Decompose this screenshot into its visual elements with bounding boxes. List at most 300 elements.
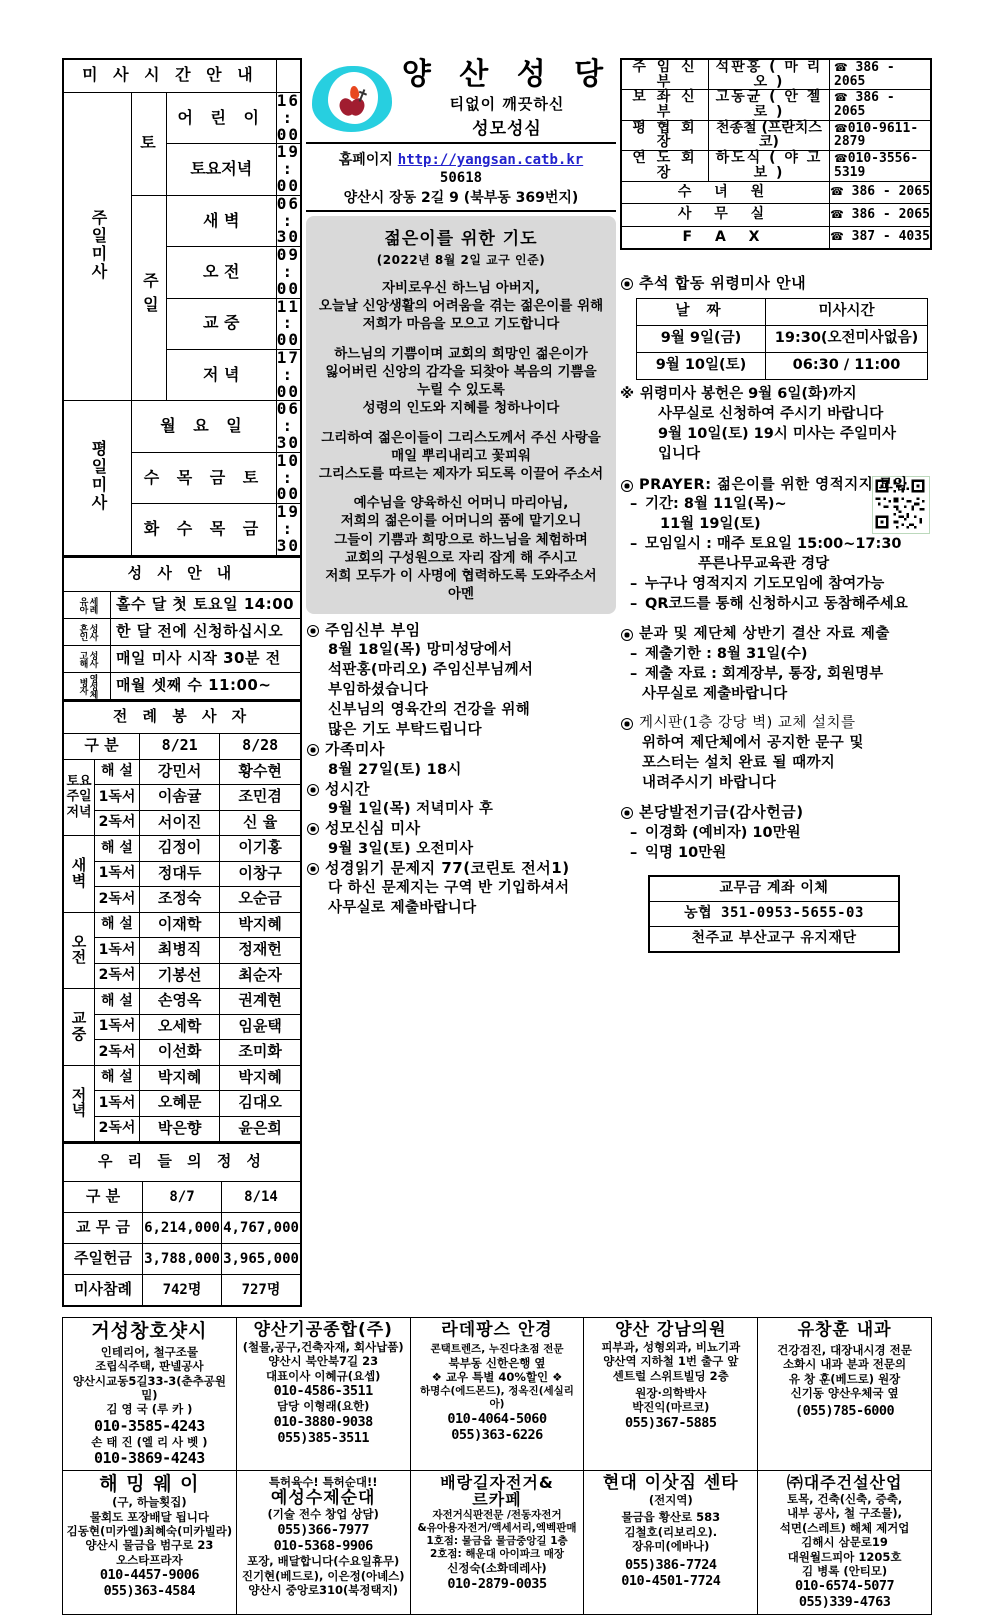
ad-tagline: 특허육수! 특허순대!! <box>268 1475 378 1490</box>
memorial-title: 추석 합동 위령미사 안내 <box>620 274 932 294</box>
mass-times-table <box>62 58 302 557</box>
ad-line: 대표이사 이혜규(요셉) <box>265 1368 381 1383</box>
server-name: 이선화 <box>140 1040 220 1066</box>
ad-line: (구, 하늘횟집) <box>112 1495 187 1510</box>
mass-time: 19 : 00 <box>276 142 300 195</box>
ad-line: 장유미(에바나) <box>632 1539 710 1554</box>
middle-column <box>306 58 616 918</box>
sacrament-label-b: 성사 <box>87 623 98 640</box>
offering-value: 6,214,000 <box>143 1213 222 1244</box>
prayer-line: 그리하여 젊은이들이 그리스도께서 주신 사랑을 <box>321 429 601 446</box>
ad-line: 자전거식판전문 /전동자전거 <box>432 1508 562 1521</box>
sacrament-label-a: 혼인 <box>77 623 88 640</box>
church-subtitle-2: 성모성심 <box>472 119 542 139</box>
prayer-line: 교회의 구성원으로 자리 잡게 해 주시고 <box>344 549 578 566</box>
server-name: 최병직 <box>140 938 220 964</box>
server-name: 신 율 <box>220 810 301 836</box>
contact-role: 주 임 신 부 <box>621 59 709 90</box>
server-role: 해 설 <box>95 1065 140 1091</box>
server-role: 해 설 <box>95 836 140 862</box>
prayer-line: 누릴 수 있도록 <box>417 382 505 399</box>
ad-phone: 010-4586-3511 <box>273 1382 373 1399</box>
group-line: 중 <box>71 1024 87 1043</box>
ads-row <box>63 1471 932 1615</box>
server-role: 1독서 <box>95 861 140 887</box>
server-role: 해 설 <box>95 989 140 1015</box>
ad-phone: 010-4501-7724 <box>621 1572 721 1589</box>
ad-line: 건강검진, 대장내시경 전문 <box>777 1342 912 1357</box>
servers-date-2: 8/28 <box>220 734 301 760</box>
server-role: 해 설 <box>95 912 140 938</box>
contact-phone: ☎ 386 - 2065 <box>830 59 932 90</box>
sacrament-label-b: 영성체 <box>87 673 98 698</box>
contact-role: 평 협 회 장 <box>621 120 709 150</box>
prayer-line: 저희가 마음을 모으고 기도합니다 <box>362 316 560 333</box>
weekday-name: 수 목 금 토 <box>132 452 277 503</box>
saturday-label: 토 <box>132 93 167 196</box>
ad-phone: 010-3869-4243 <box>93 1449 205 1468</box>
servers-banner: 전 례 봉 사 자 <box>63 701 301 734</box>
mass-time: 09 : 00 <box>276 245 300 298</box>
telephone-icon: ☎ <box>834 152 848 166</box>
offering-name: 미사참례 <box>63 1275 143 1307</box>
contacts-table <box>620 58 932 250</box>
announcement-title: 성경읽기 문제지 77(코린토 전서1) <box>306 859 616 879</box>
ad-phone: 010-3585-4243 <box>93 1416 205 1435</box>
server-role: 1독서 <box>95 1014 140 1040</box>
server-role: 2독서 <box>95 963 140 989</box>
servers-date-1: 8/21 <box>140 734 220 760</box>
server-role: 1독서 <box>95 785 140 811</box>
contact-name: 석판홍 ( 마 리 오 ) <box>709 59 830 90</box>
ad-phone: 010-5368-9906 <box>273 1537 373 1554</box>
ad-line: 신기동 양산우체국 옆 <box>790 1385 899 1400</box>
board-title: 게시판(1층 강당 벽) 교체 설치를 <box>620 714 932 733</box>
ad-line: 담당 이형래(요한) <box>277 1399 370 1414</box>
church-address: 양산시 장동 2길 9 (북부동 369번지) <box>343 190 579 206</box>
account-transfer-box <box>648 875 900 953</box>
server-name: 임윤택 <box>220 1014 301 1040</box>
server-name: 이기홍 <box>220 836 301 862</box>
ads-row <box>63 1318 932 1471</box>
zipcode: 50618 <box>439 170 483 186</box>
telephone-icon: ☎ <box>834 91 848 105</box>
ad-line: 인테리어, 철구조물 <box>100 1344 199 1359</box>
church-header <box>306 58 616 144</box>
mass-name: 저 녁 <box>166 349 276 400</box>
contact-label: F A X <box>621 226 830 249</box>
mass-name: 교 중 <box>166 298 276 349</box>
homepage-link[interactable]: http://yangsan.catb.kr <box>397 152 584 168</box>
ad-line: &유아용자전거/액세서리,엑벡판매 <box>417 1521 577 1534</box>
mass-time: 06 : 30 <box>276 193 300 247</box>
prayer-line: 오늘날 신앙생활의 어려움을 겪는 젊은이를 위해 <box>318 298 604 315</box>
ad-line: 대원월드피아 1205호 <box>787 1549 902 1564</box>
ad-line: 1호점: 물금읍 물금중앙길 1층 <box>426 1535 568 1548</box>
ad-phone: 010-2879-0035 <box>447 1575 547 1592</box>
youth-prayer-box <box>306 216 616 614</box>
server-group-label <box>63 1065 95 1142</box>
group-line: 전 <box>71 948 87 967</box>
ad-line: 조립식주택, 판넬공사 <box>95 1359 204 1374</box>
ad-line: 유 창 훈(베드로) 원장 <box>788 1371 901 1386</box>
ad-phone: 055)363-4584 <box>103 1583 196 1600</box>
server-role: 2독서 <box>95 810 140 836</box>
server-group-label <box>63 759 95 836</box>
announcement-line: 사무실로 제출바랍니다 <box>328 900 477 916</box>
prayer-line: 저희의 젊은이를 어머니의 품에 맡기오니 <box>340 513 582 530</box>
ad-line: 2호점: 해운대 아이파크 매장 <box>429 1548 565 1561</box>
server-name: 조정숙 <box>140 887 220 913</box>
server-name: 오세학 <box>140 1014 220 1040</box>
contact-label: 수 녀 원 <box>621 181 830 204</box>
contact-phone: ☎ 387 - 4035 <box>830 226 932 249</box>
fund-item: – 익명 10만원 <box>628 843 932 863</box>
prayer-line: 그들이 기쁨과 희망으로 하느님을 체험하며 <box>334 531 588 548</box>
board-line: 위하여 제단체에서 공지한 문구 및 <box>642 735 864 752</box>
prayer-group-title: PRAYER: 젊은이를 위한 영적지지 모임 <box>620 476 932 495</box>
announcement-line: 8월 18일(목) 망미성당에서 <box>328 642 513 658</box>
ad-line: 원장·의학박사 <box>635 1385 707 1400</box>
ad-line: 김철호(리보리오). <box>624 1524 718 1539</box>
group-line: 주일 <box>66 789 92 805</box>
server-name: 권계현 <box>220 989 301 1015</box>
mass-name: 오 전 <box>166 247 276 298</box>
prayer-line: 자비로우신 하느님 아버지, <box>382 280 540 296</box>
ad-phone: 055)367-5885 <box>625 1414 717 1431</box>
prayer-line: 아멘 <box>447 586 475 603</box>
prayer-group-item: – QR코드를 통해 신청하시고 동참해주세요 <box>628 594 932 614</box>
group-line: 녁 <box>71 1101 87 1120</box>
ad-phone: 055)386-7724 <box>625 1556 717 1573</box>
ad-line: 하명수(에드몬드), 정옥진(세실리아) <box>420 1384 574 1410</box>
server-name: 이창구 <box>220 861 301 887</box>
prayer-line: 예수님을 양육하신 어머니 마리아님, <box>353 495 569 512</box>
announcement-line: 9월 1일(목) 저녁미사 후 <box>328 801 494 817</box>
server-name: 박지혜 <box>140 1065 220 1091</box>
contact-name: 천종철 (프란치스코) <box>709 120 830 150</box>
group-line: 오 <box>71 932 87 951</box>
memorial-mass-section <box>620 274 932 464</box>
mass-name: 어 린 이 <box>166 93 276 144</box>
announcement-title: 성시간 <box>306 780 616 800</box>
prayer-line: 매일 뿌리내리고 꽃피워 <box>391 447 531 464</box>
group-line: 교 <box>71 1009 87 1028</box>
main-columns <box>62 58 932 1307</box>
group-line: 토요 <box>66 773 92 789</box>
ad-line: 소화시 내과 분과 전문의 <box>783 1357 907 1372</box>
left-column <box>62 58 302 1307</box>
ad-line: ❖ 교우 특별 40%할인 ❖ <box>431 1370 563 1385</box>
prayer-title: 젊은이를 위한 기도 <box>384 229 538 249</box>
server-name: 이솜귤 <box>140 785 220 811</box>
group-line: 벽 <box>71 871 87 890</box>
prayer-group-item: 푸른나무교육관 경당 <box>698 556 830 573</box>
ad-cell[interactable] <box>236 1318 410 1471</box>
ad-line: 김 병록 (안티모) <box>802 1563 888 1578</box>
ad-line: 김 영 국 (루 카 ) <box>106 1402 193 1417</box>
sacrament-value: 매월 셋째 수 11:00~ <box>111 672 302 700</box>
page-title: 양 산 성 당 <box>401 57 613 92</box>
contact-name: 고동균 ( 안 젤 로 ) <box>709 90 830 120</box>
ad-title: 해 밍 웨 이 <box>99 1473 200 1496</box>
announcement-line: 8월 27일(토) 18시 <box>328 761 462 778</box>
server-name: 정재헌 <box>220 938 301 964</box>
telephone-icon: ☎ <box>834 61 848 75</box>
ad-line: 포장, 배달합니다(수요일휴무) <box>247 1554 400 1569</box>
parish-fund-section <box>620 803 932 863</box>
ad-cell[interactable] <box>584 1471 758 1615</box>
ad-title-2: 르카페 <box>472 1490 522 1509</box>
ad-line: 물회도 포장배달 됩니다 <box>89 1509 209 1524</box>
offerings-date-2: 8/14 <box>221 1182 301 1213</box>
server-name: 최순자 <box>220 963 301 989</box>
ad-line: 센트럴 스위트빌딩 2층 <box>612 1368 729 1383</box>
memorial-header-time: 미사시간 <box>766 298 928 325</box>
ad-line: 손 태 진 (엘 리 사 벳 ) <box>91 1434 208 1449</box>
memorial-note: 사무실로 신청하여 주시기 바랍니다 <box>658 405 884 422</box>
server-group-label <box>63 989 95 1066</box>
contact-role: 연 도 회 장 <box>621 151 709 181</box>
contact-phone: ☎010-3556-5319 <box>830 151 932 181</box>
sacrament-label <box>63 591 111 618</box>
prayer-line: 성령의 인도와 지혜를 청하나이다 <box>362 400 560 417</box>
server-name: 기봉선 <box>140 963 220 989</box>
server-name: 김대오 <box>220 1091 301 1117</box>
weekday-time: 06 : 30 <box>276 399 300 452</box>
offering-value: 727명 <box>221 1275 301 1307</box>
ad-line: 물금읍 황산로 583 <box>621 1510 721 1525</box>
ad-title: 양산 강남의원 <box>615 1320 727 1341</box>
announcement-line: 석판홍(마리오) 주임신부님께서 <box>328 662 534 678</box>
telephone-icon: ☎ <box>830 185 844 199</box>
offering-name: 주일헌금 <box>63 1244 143 1275</box>
ad-title: 예성수제순대 <box>270 1487 376 1508</box>
ad-line: 진기현(베드로), 이은정(아녜스) <box>241 1568 405 1583</box>
ad-phone: 010-4064-5060 <box>447 1410 547 1427</box>
server-name: 박지혜 <box>220 912 301 938</box>
account-owner: 천주교 부산교구 유지재단 <box>649 926 899 952</box>
ad-line: 김해시 삼문로19 <box>801 1535 888 1550</box>
ad-cell[interactable] <box>63 1471 237 1615</box>
server-name: 조민겸 <box>220 785 301 811</box>
weekday-time: 10 : 00 <box>276 450 300 504</box>
sacrament-label <box>63 618 111 645</box>
ad-title: 현대 이삿짐 센타 <box>602 1473 739 1494</box>
server-name: 이재학 <box>140 912 220 938</box>
prayer-line: 하느님의 기쁨이며 교회의 희망인 젊은이가 <box>334 345 588 362</box>
group-line: 저 <box>71 1085 87 1104</box>
mass-time: 11 : 00 <box>276 296 300 350</box>
mass-times-banner: 미 사 시 간 안 내 <box>63 59 276 93</box>
prayer-line: 그리스도를 따르는 제자가 되도록 이끌어 주소서 <box>318 465 604 482</box>
servers-col-label: 구 분 <box>63 734 140 760</box>
offerings-col-label: 구 분 <box>63 1182 143 1213</box>
sacrament-value: 매일 미사 시작 30분 전 <box>111 645 302 672</box>
sacrament-label-a: 병자 <box>77 677 88 694</box>
fund-item: – 이경화 (예비자) 10만원 <box>628 823 932 843</box>
offering-value: 3,788,000 <box>143 1244 222 1275</box>
ad-cell[interactable] <box>584 1318 758 1471</box>
server-role: 1독서 <box>95 1091 140 1117</box>
account-title: 교무금 계좌 이체 <box>649 876 899 902</box>
server-name: 윤은희 <box>220 1116 301 1142</box>
board-line: 포스터는 설치 완료 될 때까지 <box>642 755 836 772</box>
ad-line: 양산시 북안북7길 23 <box>268 1354 379 1369</box>
announcement-line: 신부님의 영육간의 건강을 위해 <box>328 702 531 718</box>
contact-phone: ☎ 386 - 2065 <box>830 204 932 227</box>
ad-line: 양산역 지하철 1번 출구 앞 <box>603 1354 739 1369</box>
settlement-section <box>620 625 932 704</box>
offering-value: 4,767,000 <box>221 1213 301 1244</box>
contact-phone: ☎ 386 - 2065 <box>830 181 932 204</box>
offering-name: 교 무 금 <box>63 1213 143 1244</box>
mass-name: 새 벽 <box>166 195 276 246</box>
contact-label: 사 무 실 <box>621 204 830 227</box>
ad-cell[interactable] <box>410 1471 584 1615</box>
fund-title: 본당발전기금(감사헌금) <box>620 803 932 823</box>
liturgy-servers-table <box>62 700 302 1144</box>
ad-line: 피부과, 성형외과, 비뇨기과 <box>601 1339 741 1354</box>
ad-line: 내부 공사, 철 구조물), <box>787 1506 903 1521</box>
server-role: 1독서 <box>95 938 140 964</box>
group-line: 저녁 <box>66 805 92 821</box>
contact-name: 하도식 ( 야 고 보 ) <box>709 151 830 181</box>
ad-line: 신정숙(소화데레사) <box>447 1561 547 1576</box>
server-name: 조미화 <box>220 1040 301 1066</box>
server-name: 황수현 <box>220 759 301 785</box>
ad-title: 거성창호샷시 <box>91 1320 208 1343</box>
ad-line: 토목, 건축(신축, 증축, <box>786 1492 903 1506</box>
server-name: 서이진 <box>140 810 220 836</box>
ad-line: (기술 전수 창업 상담) <box>267 1507 379 1522</box>
ad-cell[interactable] <box>410 1318 584 1471</box>
advertisements <box>62 1317 932 1615</box>
immaculate-heart-logo-icon <box>306 62 398 140</box>
announcement-line: 다 하신 문제지는 구역 반 기입하셔서 <box>328 880 570 896</box>
board-line: 내려주시기 바랍니다 <box>642 775 777 792</box>
sacrament-label-a: 고해 <box>77 650 88 667</box>
ad-title: 배랑길자전거& <box>440 1473 554 1493</box>
server-name: 오혜문 <box>140 1091 220 1117</box>
ad-cell[interactable] <box>758 1471 932 1615</box>
ads-table <box>62 1317 932 1615</box>
ad-line: 양산시 중앙로310(북정택지) <box>248 1582 398 1597</box>
ad-phone: 055)339-4763 <box>798 1594 891 1611</box>
weekday-name: 화 수 목 금 <box>132 504 277 556</box>
sacrament-label <box>63 645 111 672</box>
memorial-date: 9월 9일(금) <box>637 325 766 352</box>
prayer-approval: (2022년 8월 2일 교구 인준) <box>376 253 546 267</box>
prayer-group-item: – 모임일시 : 매주 토요일 15:00~17:30 <box>628 534 932 554</box>
server-name: 박은향 <box>140 1116 220 1142</box>
server-role: 2독서 <box>95 1116 140 1142</box>
settlement-title: 분과 및 제단체 상반기 결산 자료 제출 <box>620 625 932 644</box>
ad-title: ㈜대주건설산업 <box>786 1473 903 1493</box>
ad-title: 유창훈 내과 <box>797 1320 892 1341</box>
ad-line: 콘택트렌즈, 누진다초점 전문 <box>430 1342 564 1355</box>
sacraments-table <box>62 556 302 701</box>
homepage-row <box>306 149 616 169</box>
weekday-time: 19 : 30 <box>276 502 300 555</box>
group-line: 새 <box>71 856 87 875</box>
ad-phone: 055)363-6226 <box>451 1427 543 1444</box>
offerings-table <box>62 1142 302 1307</box>
ad-line: 양산시 물금읍 범구로 23 <box>85 1538 214 1553</box>
prayer-group-item: 11월 19일(토) <box>660 516 761 533</box>
announcement-title: 가족미사 <box>306 740 616 760</box>
homepage-label: 홈페이지 <box>338 152 393 168</box>
ad-phone: 010-3880-9038 <box>273 1413 373 1430</box>
offerings-date-1: 8/7 <box>143 1182 222 1213</box>
server-name: 김정이 <box>140 836 220 862</box>
weekday-name: 월 요 일 <box>132 401 277 452</box>
ad-phone: 055)366-7977 <box>277 1521 369 1538</box>
sacrament-value: 홀수 달 첫 토요일 14:00 <box>111 591 302 618</box>
server-name: 정대두 <box>140 861 220 887</box>
sacraments-banner: 성 사 안 내 <box>63 557 301 592</box>
sacrament-label-a: 유아 <box>77 596 88 613</box>
mass-time: 16 : 00 <box>276 91 300 144</box>
prayer-line: 저희 모두가 이 사명에 협력하도록 도와주소서 <box>325 568 597 585</box>
settlement-item: – 제출기한 : 8월 31일(수) <box>628 644 932 664</box>
prayer-group-section <box>620 476 932 615</box>
contact-phone: ☎010-9611-2879 <box>830 120 932 150</box>
ad-line: (철물,공구,건축자재, 회사납품) <box>242 1339 404 1354</box>
announcement-title: 성모신심 미사 <box>306 819 616 839</box>
server-group-label <box>63 836 95 913</box>
account-bank: 농협 351-0953-5655-03 <box>649 901 899 926</box>
mass-time: 17 : 00 <box>276 347 300 401</box>
memorial-header-date: 날 짜 <box>637 298 766 325</box>
announcement-line: 부임하셨습니다 <box>328 682 429 698</box>
sunday-label: 주일 <box>132 195 167 401</box>
ad-line: 김동현(미카엘)최혜숙(미카빌라) <box>66 1523 233 1538</box>
server-group-label <box>63 912 95 989</box>
sacrament-label <box>63 672 111 700</box>
ad-line: 오스타프라자 <box>116 1552 183 1567</box>
memorial-time: 19:30(오전미사없음) <box>766 325 928 352</box>
mass-name: 토요저녁 <box>166 144 276 195</box>
telephone-icon: ☎ <box>834 121 848 135</box>
server-role: 2독서 <box>95 887 140 913</box>
sunday-mass-label: 주일미사 <box>63 93 132 401</box>
ad-phone: 010-6574-5077 <box>795 1578 895 1595</box>
ad-phone: 010-4457-9006 <box>99 1567 199 1584</box>
offerings-banner: 우 리 들 의 정 성 <box>63 1143 301 1182</box>
prayer-group-item: – 누구나 영적지지 기도모임에 참여가능 <box>628 574 932 594</box>
announcement-line: 많은 기도 부탁드립니다 <box>328 722 482 738</box>
telephone-icon: ☎ <box>830 207 844 221</box>
server-name: 강민서 <box>140 759 220 785</box>
ad-title: 라데팡스 안경 <box>441 1320 553 1341</box>
ad-line: 박진익(마르코) <box>632 1400 710 1415</box>
offering-value: 3,965,000 <box>221 1244 301 1275</box>
ad-cell[interactable] <box>63 1318 237 1471</box>
announcement-title: 주임신부 부임 <box>306 621 616 641</box>
ad-title: 양산기공종합(주) <box>253 1320 393 1341</box>
server-name: 오순금 <box>220 887 301 913</box>
ad-phone: (055)785-6000 <box>795 1403 895 1420</box>
ad-cell[interactable] <box>236 1471 410 1615</box>
board-notice-section <box>620 714 932 793</box>
sacrament-value: 한 달 전에 신청하십시오 <box>111 618 302 645</box>
contact-role: 보 좌 신 부 <box>621 90 709 120</box>
ad-cell[interactable] <box>758 1318 932 1471</box>
settlement-item: 사무실로 제출바랍니다 <box>642 686 788 703</box>
telephone-icon: ☎ <box>830 230 844 244</box>
weekday-mass-label: 평일미사 <box>63 401 132 556</box>
